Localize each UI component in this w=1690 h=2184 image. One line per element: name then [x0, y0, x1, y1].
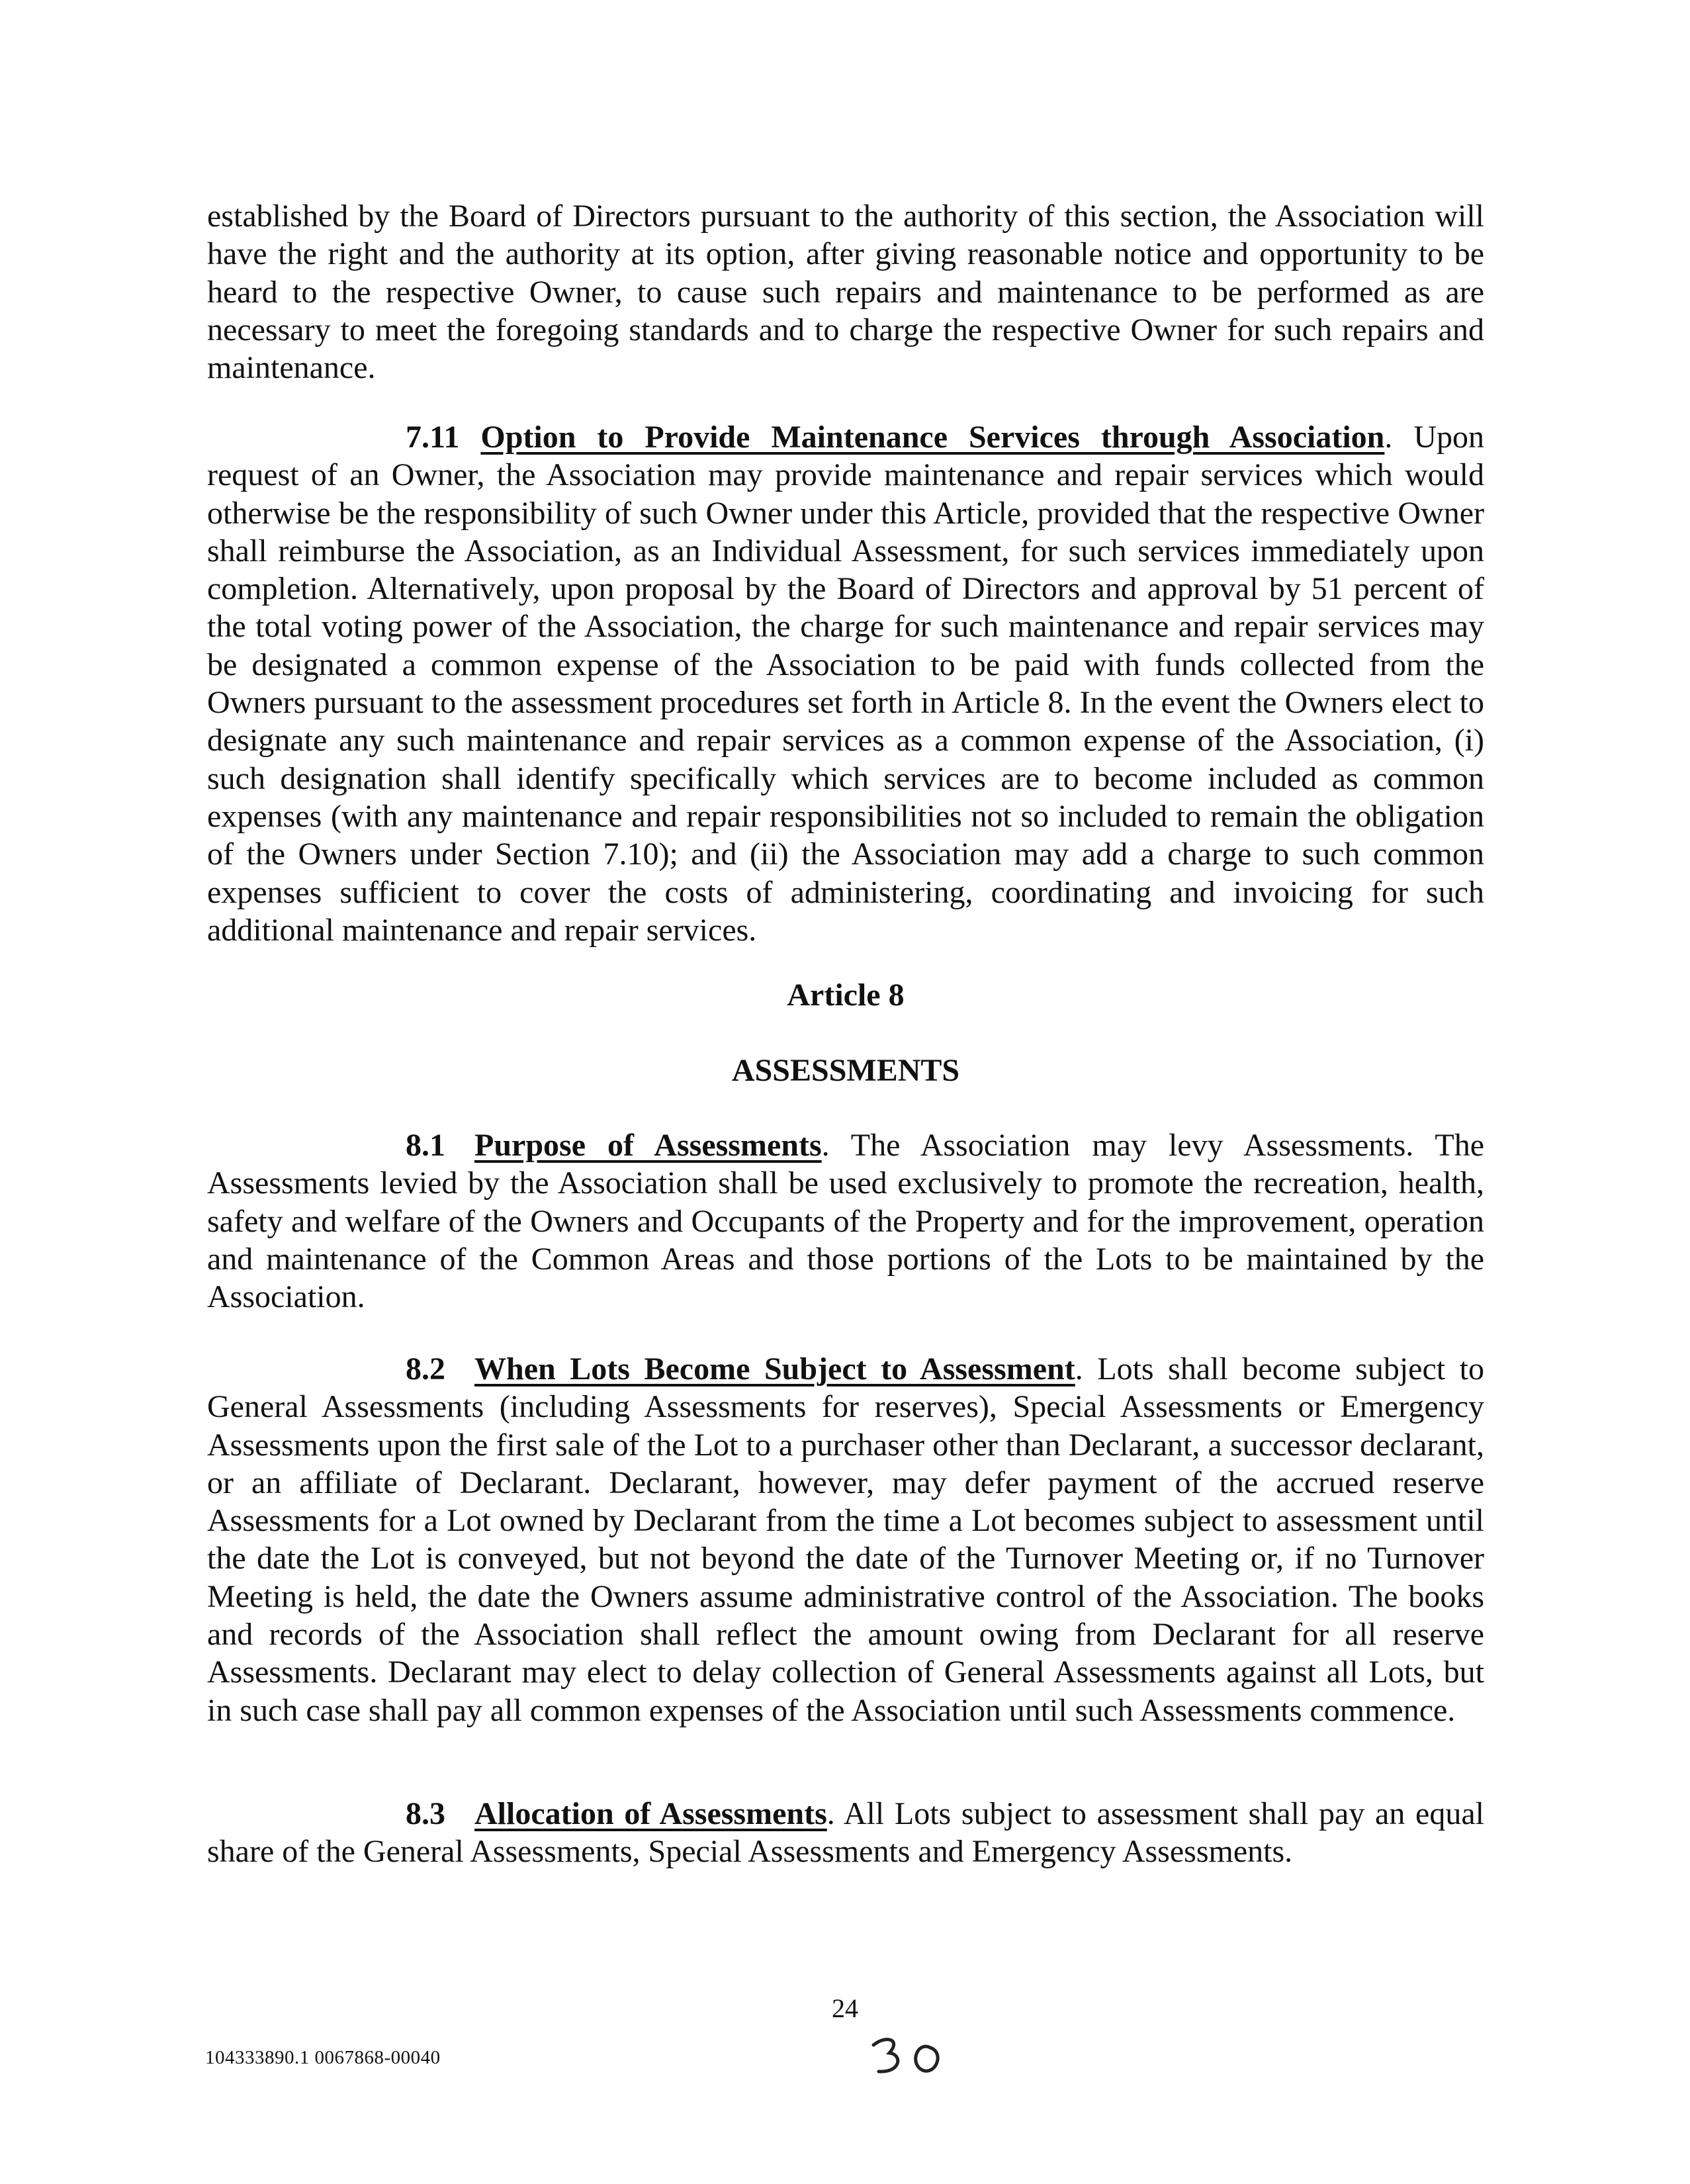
section-number: 8.3 — [406, 1796, 445, 1831]
section-heading: Allocation of Assessments — [474, 1796, 827, 1831]
section-text: . Upon request of an Owner, the Association may provide maintenance and repair services which would otherwise be the responsibility of such Owner under this Article, provided that the respective Owner shall reimburse the Association, as an Individual Assessment, for such services immediately upon completion. Alternatively, upon proposal by the Board of Directors and approval by 51 percent of the total voting power of the Association, the charge for such maintenance and repair services may be designated a common expense of the Association to be paid with funds collected from the Owners pursuant to the assessment procedures set forth in Article 8. In the event the Owners elect to designate any such maintenance and repair services as a common expense of the Association, (i) such designation shall identify specifically which services are to become included as common expenses (with any maintenance and repair responsibilities not so included to remain the obligation of the Owners under Section 7.10); and (ii) the Association may add a charge to such common expenses sufficient to cover the costs of administering, coordinating and invoicing for such additional maintenance and repair services. — [207, 420, 1485, 948]
section-heading: Purpose of Assessments — [474, 1128, 822, 1163]
article-title: ASSESSMENTS — [731, 1053, 960, 1088]
section-8-3 — [207, 1795, 1484, 1871]
section-text: . Lots shall become subject to General Assessments (including Assessments for reserves), Special Assessments or Emergency Assessments upon the first sale of the Lot to a purchaser other than Declarant, a successor declarant, or an affiliate of Declarant. Declarant, however, may defer payment of the accrued reserve Assessments for a Lot owned by Declarant from the time a Lot becomes subject to assessment until the date the Lot is conveyed, but not beyond the date of the Turnover Meeting or, if no Turnover Meeting is held, the date the Owners assume administrative control of the Association. The books and records of the Association shall reflect the amount owing from Declarant for all reserve Assessments. Declarant may elect to delay collection of General Assessments against all Lots, but in such case shall pay all common expenses of the Association until such Assessments commence. — [207, 1351, 1484, 1728]
section-heading: When Lots Become Subject to Assessment — [474, 1351, 1075, 1387]
section-text: . The Association may levy Assessments. The Assessments levied by the Association shall be used exclusively to promote the recreation, health, safety and welfare of the Owners and Occupants of the Property and for the improvement, operation and maintenance of the Common Areas and those portions of the Lots to be maintained by the Association. — [207, 1128, 1485, 1315]
section-number: 7.11 — [406, 420, 460, 455]
section-number: 8.1 — [406, 1128, 445, 1163]
section-8-2 — [207, 1350, 1484, 1729]
section-heading: Option to Provide Maintenance Services through Association — [480, 420, 1385, 455]
section-text: . All Lots subject to assessment shall pay an equal share of the General Assessments, Special Assessments and Emergency Assessments. — [207, 1796, 1485, 1870]
handwritten-page-number — [867, 2029, 953, 2082]
page-number: 24 — [832, 1993, 858, 2023]
paragraph-text: established by the Board of Directors pursuant to the authority of this section, the Association will have the right and the authority at its option, after giving reasonable notice and opportunity to be heard to the respective Owner, to cause such repairs and maintenance to be performed as are necessary to meet the foregoing standards and to charge the respective Owner for such repairs and maintenance. — [207, 199, 1484, 386]
section-8-1 — [207, 1126, 1484, 1316]
continuation-paragraph — [207, 197, 1484, 387]
document-id: 104333890.1 0067868-00040 — [205, 2047, 441, 2068]
section-7-11 — [207, 418, 1484, 949]
section-number: 8.2 — [406, 1351, 445, 1387]
article-label: Article 8 — [787, 978, 905, 1013]
